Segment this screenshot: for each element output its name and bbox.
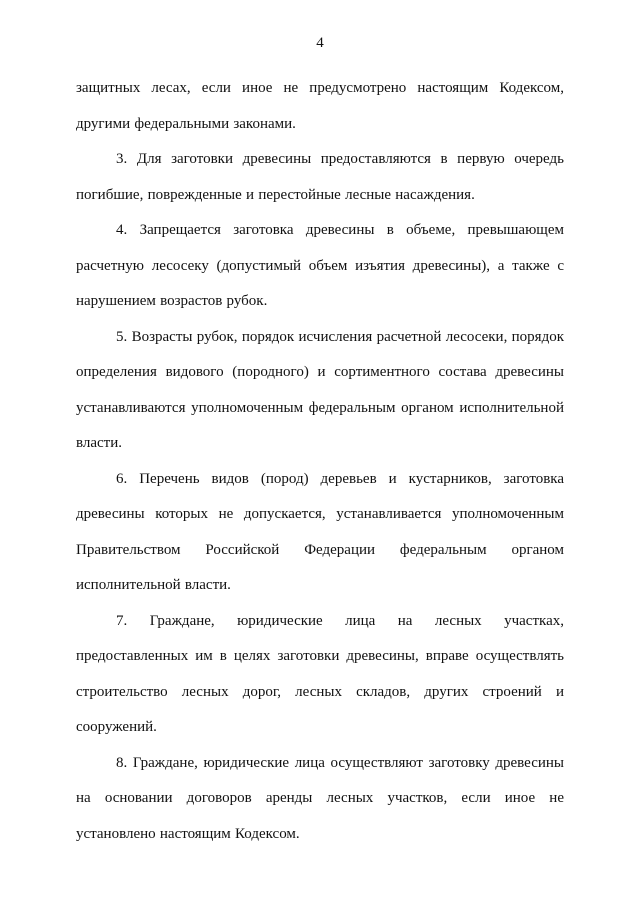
- paragraph-continuation: защитных лесах, если иное не предусмотрено настоящим Кодексом, другими федеральными законами.: [76, 80, 564, 132]
- paragraph-7: 7. Граждане, юридические лица на лесных участках, предоставленных им в целях заготовки древесины, вправе осуществлять строительство лесных дорог, лесных складов, других строений и сооружений.: [76, 612, 564, 735]
- paragraph-5: 5. Возрасты рубок, порядок исчисления расчетной лесосеки, порядок определения видового (породного) и сортиментного состава древесины устанавливаются уполномоченным федеральным органом исполнительной власти.: [76, 328, 564, 451]
- page-number: 4: [316, 35, 324, 51]
- paragraph-6: 6. Перечень видов (пород) деревьев и кустарников, заготовка древесины которых не допускается, устанавливается уполномоченным Правительством Российской Федерации федеральным органом исполнительной власти.: [76, 470, 564, 593]
- paragraph-3: 3. Для заготовки древесины предоставляются в первую очередь погибшие, поврежденные и перестойные лесные насаждения.: [76, 151, 564, 203]
- document-body: [76, 71, 564, 852]
- paragraph-8: 8. Граждане, юридические лица осуществляют заготовку древесины на основании договоров аренды лесных участков, если иное не установлено настоящим Кодексом.: [76, 754, 564, 842]
- paragraph-4: 4. Запрещается заготовка древесины в объеме, превышающем расчетную лесосеку (допустимый объем изъятия древесины), а также с нарушением возрастов рубок.: [76, 222, 564, 309]
